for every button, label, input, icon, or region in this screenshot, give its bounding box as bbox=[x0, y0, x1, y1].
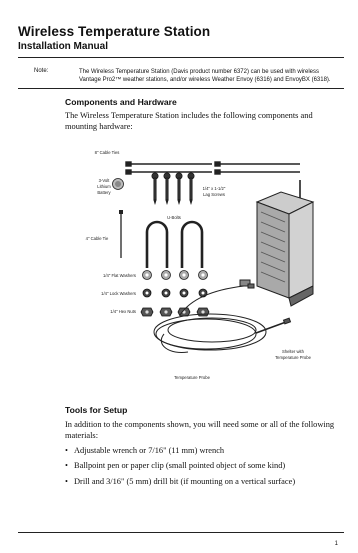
hardware-diagram bbox=[60, 140, 345, 390]
cable-tie-icon bbox=[126, 162, 300, 174]
flat-washers-label: 1/4" Flat Washers bbox=[103, 273, 136, 278]
temperature-probe-label: Temperature Probe bbox=[174, 375, 210, 380]
temperature-probe-icon bbox=[154, 286, 291, 353]
bullet-symbol: • bbox=[65, 446, 68, 455]
bullet-symbol: • bbox=[65, 477, 68, 486]
hex-nuts-label: 1/4" Hex Nuts bbox=[110, 309, 136, 314]
tools-list-item bbox=[65, 445, 224, 456]
battery-label-line1: 3-Volt bbox=[98, 178, 110, 183]
cable-ties-8-label: 8" Cable Ties bbox=[94, 150, 120, 155]
note-text: The Wireless Temperature Station (Davis product number 6372) can be used with wireless Vantage Pro2™ weather stations, and/or wireless Weather Envoy (6316) and EnvoyBX (6318). bbox=[79, 69, 331, 83]
battery-label-line2: Lithium bbox=[97, 184, 111, 189]
bullet-symbol: • bbox=[65, 461, 68, 470]
u-bolt-icon bbox=[147, 222, 202, 268]
top-divider bbox=[18, 57, 344, 58]
tools-list-item-text: Drill and 3/16" (5 mm) drill bit (if mounting on a vertical surface) bbox=[74, 477, 296, 486]
tools-list-item bbox=[65, 460, 285, 471]
lag-screws-label-line1: 1/4" x 1-1/2" bbox=[202, 186, 226, 191]
tools-list-item-text: Adjustable wrench or 7/16" (11 mm) wrench bbox=[74, 446, 225, 455]
shelter-icon bbox=[240, 180, 313, 306]
battery-label-line3: Battery bbox=[97, 190, 111, 195]
components-heading: Components and Hardware bbox=[65, 97, 177, 107]
components-intro: The Wireless Temperature Station includes the following components and mounting hardware: bbox=[65, 111, 313, 131]
shelter-label-line2: Temperature Probe bbox=[275, 355, 311, 360]
footer-divider bbox=[18, 532, 344, 533]
u-bolts-label: U-Bolts bbox=[167, 215, 181, 220]
tools-heading: Tools for Setup bbox=[65, 405, 128, 415]
note-label: Note: bbox=[34, 68, 49, 74]
shelter-label-line1: Shelter with bbox=[282, 349, 304, 354]
lock-washer-icon bbox=[143, 289, 207, 297]
lag-screws-label-line2: Lag Screws bbox=[203, 192, 225, 197]
cable-tie-4-label: 4" Cable Tie bbox=[85, 236, 109, 241]
tools-list-item bbox=[65, 476, 295, 487]
note-divider bbox=[18, 88, 344, 89]
flat-washer-icon bbox=[143, 271, 208, 280]
tools-intro: In addition to the components shown, you will need some or all of the following materials: bbox=[65, 420, 335, 440]
lag-screw-icon bbox=[152, 173, 194, 204]
cable-tie-icon bbox=[119, 210, 123, 258]
tools-list-item-text: Ballpoint pen or paper clip (small pointed object of some kind) bbox=[74, 461, 286, 470]
page-number: 1 bbox=[334, 541, 338, 547]
document-title: Wireless Temperature Station bbox=[18, 24, 211, 39]
lock-washers-label: 1/4" Lock Washers bbox=[101, 291, 136, 296]
document-subtitle: Installation Manual bbox=[18, 41, 109, 52]
